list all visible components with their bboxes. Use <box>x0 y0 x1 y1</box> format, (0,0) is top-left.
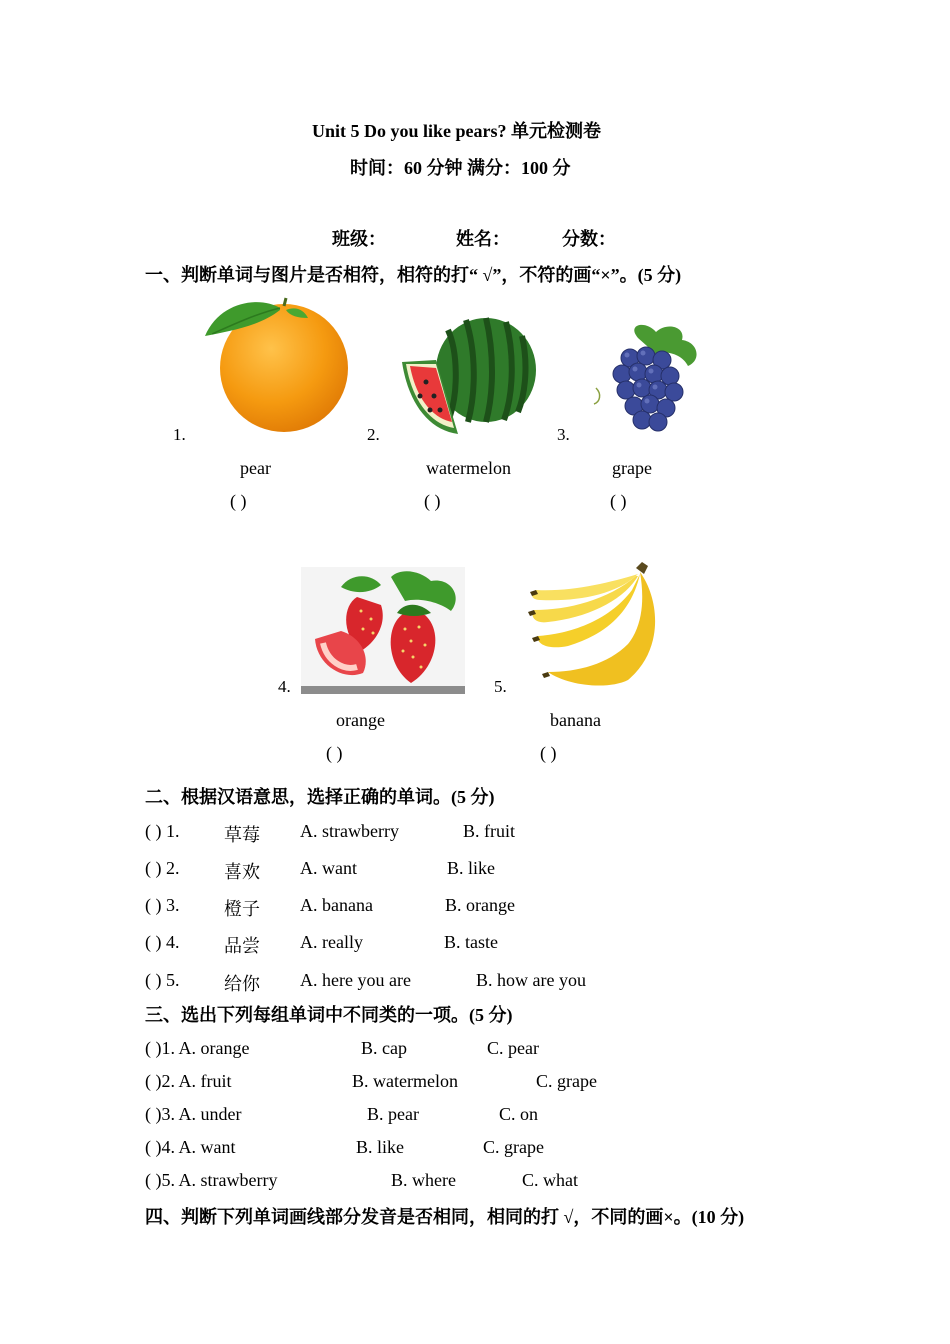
question-number[interactable]: ( ) 2. <box>145 858 180 878</box>
option-b: B. fruit <box>463 821 515 841</box>
grape-image <box>586 324 710 436</box>
item-word: orange <box>336 710 385 730</box>
question-option-a[interactable]: ( )5. A. strawberry <box>145 1170 278 1190</box>
class-field-label: 班级： <box>332 229 386 249</box>
score-field-label: 分数： <box>562 229 616 249</box>
item-word: grape <box>612 458 652 478</box>
section1-heading: 一、判断单词与图片是否相符，相符的打“ √”，不符的画“×”。(5 分) <box>145 265 682 285</box>
item-word: watermelon <box>426 458 511 478</box>
item-number: 4. <box>278 677 291 696</box>
answer-blank[interactable]: ( ) <box>326 743 343 763</box>
option-b: B. watermelon <box>352 1071 458 1091</box>
orange-image <box>200 296 355 436</box>
option-a: A. really <box>300 932 363 952</box>
option-b: B. like <box>356 1137 404 1157</box>
chinese-word: 橙子 <box>224 899 260 919</box>
item-number: 5. <box>494 677 507 696</box>
item-number: 1. <box>173 425 186 444</box>
section4-heading: 四、判断下列单词画线部分发音是否相同，相同的打 √，不同的画×。(10 分) <box>145 1207 745 1227</box>
option-b: B. like <box>447 858 495 878</box>
answer-blank[interactable]: ( ) <box>540 743 557 763</box>
answer-blank[interactable]: ( ) <box>230 491 247 511</box>
question-option-a[interactable]: ( )3. A. under <box>145 1104 242 1124</box>
section3-heading: 三、选出下列每组单词中不同类的一项。(5 分) <box>145 1005 513 1025</box>
option-a: A. strawberry <box>300 821 399 841</box>
chinese-word: 给你 <box>224 974 260 994</box>
option-c: C. grape <box>536 1071 597 1091</box>
item-word: pear <box>240 458 271 478</box>
page-title: Unit 5 Do you like pears? 单元检测卷 <box>312 121 602 141</box>
chinese-word: 品尝 <box>224 936 260 956</box>
item-number: 2. <box>367 425 380 444</box>
banana-image <box>528 560 664 688</box>
chinese-word: 草莓 <box>224 825 260 845</box>
chinese-word: 喜欢 <box>224 862 260 882</box>
option-b: B. cap <box>361 1038 407 1058</box>
option-b: B. taste <box>444 932 498 952</box>
question-option-a[interactable]: ( )1. A. orange <box>145 1038 250 1058</box>
section2-heading: 二、根据汉语意思，选择正确的单词。(5 分) <box>145 787 495 807</box>
option-a: A. here you are <box>300 970 411 990</box>
option-b: B. orange <box>445 895 515 915</box>
option-c: C. on <box>499 1104 539 1124</box>
answer-blank[interactable]: ( ) <box>424 491 441 511</box>
option-c: C. grape <box>483 1137 544 1157</box>
option-a: A. want <box>300 858 357 878</box>
time-score: 时间：60 分钟 满分：100 分 <box>350 158 571 178</box>
question-option-a[interactable]: ( )4. A. want <box>145 1137 236 1157</box>
question-option-a[interactable]: ( )2. A. fruit <box>145 1071 232 1091</box>
question-number[interactable]: ( ) 1. <box>145 821 180 841</box>
option-b: B. how are you <box>476 970 586 990</box>
watermelon-image <box>398 312 538 436</box>
item-word: banana <box>550 710 601 730</box>
option-b: B. pear <box>367 1104 419 1124</box>
answer-blank[interactable]: ( ) <box>610 491 627 511</box>
question-number[interactable]: ( ) 5. <box>145 970 180 990</box>
option-c: C. what <box>522 1170 578 1190</box>
option-c: C. pear <box>487 1038 539 1058</box>
strawberry-image <box>301 567 465 694</box>
question-number[interactable]: ( ) 3. <box>145 895 180 915</box>
option-a: A. banana <box>300 895 373 915</box>
option-b: B. where <box>391 1170 456 1190</box>
item-number: 3. <box>557 425 570 444</box>
question-number[interactable]: ( ) 4. <box>145 932 180 952</box>
name-field-label: 姓名： <box>456 229 510 249</box>
